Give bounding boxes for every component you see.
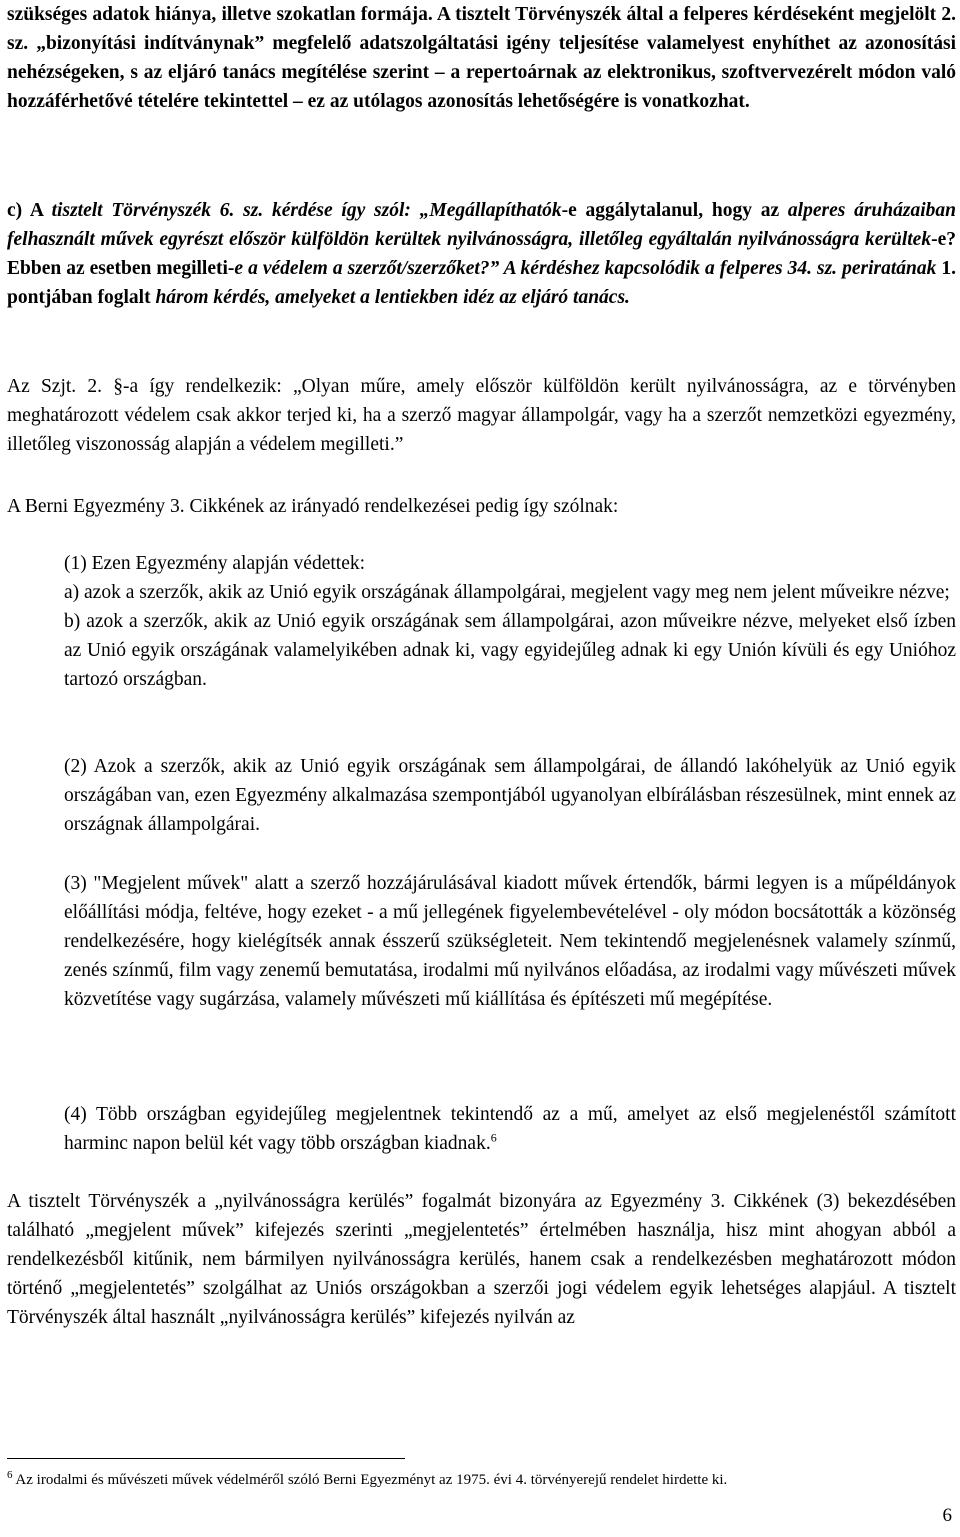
quote-article-3-2 xyxy=(64,752,956,839)
quote-text: a) azok a szerzők, akik az Unió egyik országának állampolgárai, megjelent vagy meg nem jelent műveikre nézve; xyxy=(64,582,950,603)
paragraph-szjt xyxy=(7,372,956,459)
quote-text: (4) Több országban egyidejűleg megjelentnek tekintendő az a mű, amelyet az első megjelenéstől számított harminc napon belül két vagy több országban kiadnak.$^6$ xyxy=(64,1104,956,1154)
quote-text: (3) "Megjelent művek" alatt a szerző hozzájárulásával kiadott művek értendők, bármi legyen is a műpéldányok előállítási módja, feltéve, hogy ezeket - a mű jellegének figyelembevételével - oly módon bocsátották a közönség rendelkezésére, hogy kielégítsék annak ésszerű szükségleteit. Nem tekintendő megjelenésnek valamely színmű, zenés színmű, film vagy zenemű bemutatása, irodalmi mű nyilvános előadása, az irodalmi vagy művészeti művek közvetítése vagy sugárzása, valamely művészeti mű kiállítása és építészeti mű megépítése. xyxy=(64,873,956,1010)
paragraph-text: c) A tisztelt Törvényszék 6. sz. kérdése így szól: „Megállapíthatók-e aggálytalanul, hogy az alperes áruházaiban felhasznált művek egyrészt először külföldön kerültek nyilvánosságra, illetőleg egyáltalán nyilvánosságra kerültek-e? Ebben az esetben megilleti-e a védelem a szerzőt/szerzőket?” A kérdéshez kapcsolódik a felperes 34. sz. periratának 1. pontjában foglalt három kérdés, amelyeket a lentiekben idéz az eljáró tanács. xyxy=(7,200,956,308)
paragraph-question-c xyxy=(7,196,956,312)
footnote xyxy=(7,1470,947,1490)
quote-article-3-4 xyxy=(64,1100,956,1158)
paragraph-identification xyxy=(7,0,956,116)
paragraph-text: szükséges adatok hiánya, illetve szokatlan formája. A tisztelt Törvényszék által a felperes kérdéseként megjelölt 2. sz. „bizonyítási indítványnak” megfelelő adatszolgáltatási igény teljesítése valamelyest enyhíthet az azonosítási nehézségeken, s az eljáró tanács megítélése szerint – a repertoárnak az elektronikus, szoftvervezérelt módon való hozzáférhetővé tételére tekintettel – ez az utólagos azonosítás lehetőségére is vonatkozhat. xyxy=(7,4,956,112)
paragraph-conclusion xyxy=(7,1187,956,1332)
footnote-divider xyxy=(7,1458,405,1459)
paragraph-text: Az Szjt. 2. §-a így rendelkezik: „Olyan műre, amely először külföldön került nyilvánosságra, az e törvényben meghatározott védelem csak akkor terjed ki, ha a szerző magyar állampolgár, vagy ha a szerzőt nemzetközi egyezmény, illetőleg viszonosság alapján a védelem megilleti.” xyxy=(7,376,956,455)
quote-article-3-3 xyxy=(64,869,956,1014)
paragraph-text: A Berni Egyezmény 3. Cikkének az irányadó rendelkezései pedig így szólnak: xyxy=(7,496,619,517)
page-number: 6 xyxy=(942,1505,952,1526)
paragraph-text: A tisztelt Törvényszék a „nyilvánosságra kerülés” fogalmát bizonyára az Egyezmény 3. Cikkének (3) bekezdésében található „megjelent művek” kifejezés szerinti „megjelentetés” értelmében használja, hisz mint ahogyan abból a rendelkezésből kitűnik, nem bármilyen nyilvánosságra kerülés, hanem csak a rendelkezésben meghatározott módon történő „megjelentetés” szolgálhat az Uniós országokban a szerzői jogi védelem egyik lehetséges alapjául. A tisztelt Törvényszék által használt „nyilvánosságra kerülés” kifejezés nyilván az xyxy=(7,1191,956,1328)
footnote-ref: 6 xyxy=(490,1130,497,1145)
quote-text: (1) Ezen Egyezmény alapján védettek: xyxy=(64,553,366,574)
quote-text: (2) Azok a szerzők, akik az Unió egyik országának sem állampolgárai, de állandó lakóhelyük az Unió egyik országában van, ezen Egyezmény alkalmazása szempontjából ugyanolyan elbírálásban részesülnek, mint ennek az országnak állampolgárai. xyxy=(64,756,956,835)
quote-article-3-1 xyxy=(64,549,956,694)
quote-text: b) azok a szerzők, akik az Unió egyik országának sem állampolgárai, azon műveikre nézve, melyeket első ízben az Unió egyik országának valamelyikében adnak ki, vagy egyidejűleg adnak ki egy Unión kívüli és egy Unióhoz tartozó országban. xyxy=(64,611,956,690)
footnote-number: 6 xyxy=(7,1469,13,1481)
footnote-text: Az irodalmi és művészeti művek védelméről szóló Berni Egyezményt az 1975. évi 4. törvényerejű rendelet hirdette ki. xyxy=(12,1472,728,1488)
paragraph-berni-intro xyxy=(7,492,956,521)
